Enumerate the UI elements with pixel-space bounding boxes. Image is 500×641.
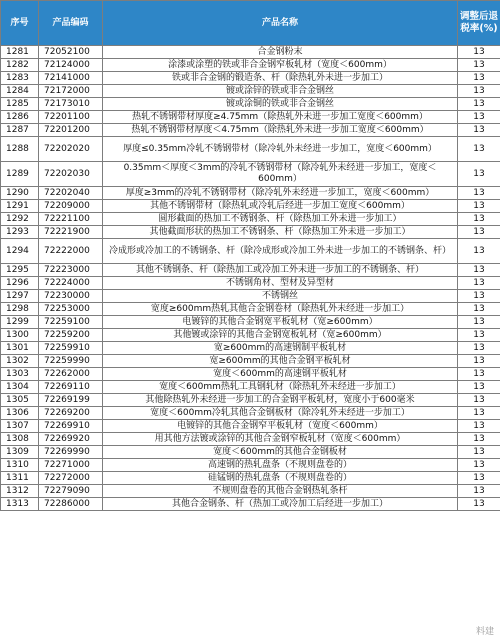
table-row xyxy=(1,459,500,472)
row-rebate-rate: 13 xyxy=(458,85,500,98)
header-name: 产品名称 xyxy=(103,1,458,46)
table-row xyxy=(1,407,500,420)
table-row xyxy=(1,226,500,239)
row-number: 1285 xyxy=(1,98,39,111)
row-number: 1298 xyxy=(1,303,39,316)
row-product-code: 72269990 xyxy=(39,446,103,459)
row-rebate-rate: 13 xyxy=(458,162,500,187)
row-product-name: 电镀锌的其他合金钢宽平板轧材（宽≥600mm） xyxy=(103,316,458,329)
row-product-name: 宽度＜600mm冷轧其他合金钢板材（除冷轧外未经进一步加工） xyxy=(103,407,458,420)
row-rebate-rate: 13 xyxy=(458,124,500,137)
table-row xyxy=(1,381,500,394)
row-number: 1294 xyxy=(1,239,39,264)
table-row xyxy=(1,368,500,381)
row-number: 1292 xyxy=(1,213,39,226)
row-number: 1304 xyxy=(1,381,39,394)
row-product-code: 72201100 xyxy=(39,111,103,124)
row-product-name: 圆形截面的热加工不锈钢条、杆（除热加工外未进一步加工） xyxy=(103,213,458,226)
row-product-name: 镀或涂铜的铁或非合金钢丝 xyxy=(103,98,458,111)
row-rebate-rate: 13 xyxy=(458,433,500,446)
row-product-name: 宽度＜600mm的其他合金钢板材 xyxy=(103,446,458,459)
table-row xyxy=(1,433,500,446)
row-product-name: 冷成形或冷加工的不锈钢条、杆（除冷成形或冷加工外未进一步加工的不锈钢条、杆） xyxy=(103,239,458,264)
row-rebate-rate: 13 xyxy=(458,264,500,277)
row-number: 1302 xyxy=(1,355,39,368)
row-product-name: 合金钢粉末 xyxy=(103,46,458,59)
row-rebate-rate: 13 xyxy=(458,226,500,239)
row-rebate-rate: 13 xyxy=(458,316,500,329)
row-product-name: 其他不锈钢条、杆（除热加工或冷加工外未进一步加工的不锈钢条、杆） xyxy=(103,264,458,277)
table-row xyxy=(1,200,500,213)
row-product-code: 72052100 xyxy=(39,46,103,59)
row-rebate-rate: 13 xyxy=(458,46,500,59)
row-product-code: 72223000 xyxy=(39,264,103,277)
table-row xyxy=(1,498,500,511)
row-rebate-rate: 13 xyxy=(458,213,500,226)
row-number: 1310 xyxy=(1,459,39,472)
row-rebate-rate: 13 xyxy=(458,381,500,394)
row-product-name: 宽≥600mm的其他合金钢平板轧材 xyxy=(103,355,458,368)
row-product-code: 72271000 xyxy=(39,459,103,472)
row-product-code: 72224000 xyxy=(39,277,103,290)
row-number: 1287 xyxy=(1,124,39,137)
row-product-name: 其他不锈钢带材（除热轧或冷轧后经进一步加工宽度＜600mm） xyxy=(103,200,458,213)
table-row xyxy=(1,264,500,277)
row-rebate-rate: 13 xyxy=(458,277,500,290)
row-number: 1288 xyxy=(1,137,39,162)
row-product-code: 72269200 xyxy=(39,407,103,420)
table-row xyxy=(1,98,500,111)
table-row xyxy=(1,420,500,433)
row-rebate-rate: 13 xyxy=(458,290,500,303)
row-product-name: 0.35mm＜厚度＜3mm的冷轧不锈钢带材（除冷轧外未经进一步加工，宽度＜600mm） xyxy=(103,162,458,187)
table-row xyxy=(1,342,500,355)
row-number: 1282 xyxy=(1,59,39,72)
row-product-code: 72221900 xyxy=(39,226,103,239)
row-number: 1290 xyxy=(1,187,39,200)
row-number: 1284 xyxy=(1,85,39,98)
row-rebate-rate: 13 xyxy=(458,498,500,511)
row-product-code: 72172000 xyxy=(39,85,103,98)
row-product-name: 铁或非合金钢的锻造条、杆（除热轧外未进一步加工） xyxy=(103,72,458,85)
row-rebate-rate: 13 xyxy=(458,187,500,200)
row-product-name: 其他合金钢条、杆（热加工或冷加工后经进一步加工） xyxy=(103,498,458,511)
table-row xyxy=(1,394,500,407)
header-row xyxy=(1,1,500,46)
row-product-code: 72253000 xyxy=(39,303,103,316)
row-product-code: 72259200 xyxy=(39,329,103,342)
table-row xyxy=(1,303,500,316)
row-product-code: 72230000 xyxy=(39,290,103,303)
table-row xyxy=(1,187,500,200)
row-number: 1297 xyxy=(1,290,39,303)
table-row xyxy=(1,446,500,459)
row-product-code: 72269910 xyxy=(39,420,103,433)
row-number: 1286 xyxy=(1,111,39,124)
row-product-code: 72202020 xyxy=(39,137,103,162)
row-rebate-rate: 13 xyxy=(458,420,500,433)
table-row xyxy=(1,290,500,303)
row-number: 1296 xyxy=(1,277,39,290)
row-product-code: 72209000 xyxy=(39,200,103,213)
row-product-code: 72259100 xyxy=(39,316,103,329)
row-rebate-rate: 13 xyxy=(458,368,500,381)
row-number: 1281 xyxy=(1,46,39,59)
row-rebate-rate: 13 xyxy=(458,303,500,316)
row-product-name: 用其他方法镀或涂锌的其他合金钢窄板轧材（宽度＜600mm） xyxy=(103,433,458,446)
row-number: 1312 xyxy=(1,485,39,498)
row-product-code: 72201200 xyxy=(39,124,103,137)
row-number: 1305 xyxy=(1,394,39,407)
row-product-name: 宽度≥600mm热轧其他合金钢卷材（除热轧外未经进一步加工） xyxy=(103,303,458,316)
row-rebate-rate: 13 xyxy=(458,485,500,498)
row-product-name: 电镀锌的其他合金钢窄平板轧材（宽度＜600mm） xyxy=(103,420,458,433)
row-product-code: 72202030 xyxy=(39,162,103,187)
table-row xyxy=(1,239,500,264)
row-product-name: 其他除热轧外未经进一步加工的合金钢平板轧材，宽度小于600毫米 xyxy=(103,394,458,407)
row-rebate-rate: 13 xyxy=(458,472,500,485)
row-rebate-rate: 13 xyxy=(458,329,500,342)
watermark: 料建 xyxy=(475,627,494,637)
row-number: 1293 xyxy=(1,226,39,239)
row-product-code: 72286000 xyxy=(39,498,103,511)
table-row xyxy=(1,316,500,329)
row-product-name: 厚度≤0.35mm冷轧不锈钢带材（除冷轧外未经进一步加工，宽度＜600mm） xyxy=(103,137,458,162)
table-row xyxy=(1,124,500,137)
row-product-code: 72272000 xyxy=(39,472,103,485)
row-product-code: 72269110 xyxy=(39,381,103,394)
row-rebate-rate: 13 xyxy=(458,342,500,355)
row-product-name: 涂漆或涂塑的铁或非合金钢窄板轧材（宽度＜600mm） xyxy=(103,59,458,72)
row-product-name: 热轧不锈钢带材厚度＜4.75mm（除热轧外未进一步加工宽度＜600mm） xyxy=(103,124,458,137)
row-product-name: 不锈钢丝 xyxy=(103,290,458,303)
header-code: 产品编码 xyxy=(39,1,103,46)
row-number: 1306 xyxy=(1,407,39,420)
row-product-code: 72269920 xyxy=(39,433,103,446)
row-number: 1303 xyxy=(1,368,39,381)
table-row xyxy=(1,85,500,98)
table-row xyxy=(1,355,500,368)
row-product-code: 72262000 xyxy=(39,368,103,381)
row-number: 1313 xyxy=(1,498,39,511)
table-row xyxy=(1,137,500,162)
table-row xyxy=(1,329,500,342)
row-product-code: 72279090 xyxy=(39,485,103,498)
row-number: 1283 xyxy=(1,72,39,85)
table-row xyxy=(1,72,500,85)
table-row xyxy=(1,46,500,59)
row-rebate-rate: 13 xyxy=(458,355,500,368)
row-rebate-rate: 13 xyxy=(458,111,500,124)
table-row xyxy=(1,277,500,290)
table-row xyxy=(1,213,500,226)
row-product-code: 72141000 xyxy=(39,72,103,85)
table-body xyxy=(1,46,500,511)
row-number: 1289 xyxy=(1,162,39,187)
row-rebate-rate: 13 xyxy=(458,394,500,407)
row-product-code: 72259990 xyxy=(39,355,103,368)
row-product-name: 其他镀或涂锌的其他合金钢宽板轧材（宽≥600mm） xyxy=(103,329,458,342)
row-product-name: 厚度≥3mm的冷轧不锈钢带材（除冷轧外未经进一步加工，宽度＜600mm） xyxy=(103,187,458,200)
row-product-code: 72259910 xyxy=(39,342,103,355)
row-product-name: 宽≥600mm的高速钢制平板轧材 xyxy=(103,342,458,355)
row-product-name: 镀或涂锌的铁或非合金钢丝 xyxy=(103,85,458,98)
table-row xyxy=(1,472,500,485)
row-product-code: 72269199 xyxy=(39,394,103,407)
row-rebate-rate: 13 xyxy=(458,459,500,472)
row-number: 1311 xyxy=(1,472,39,485)
row-rebate-rate: 13 xyxy=(458,446,500,459)
row-number: 1291 xyxy=(1,200,39,213)
row-rebate-rate: 13 xyxy=(458,72,500,85)
row-number: 1308 xyxy=(1,433,39,446)
row-product-name: 硅锰钢的热轧盘条（不规则盘卷的） xyxy=(103,472,458,485)
row-product-name: 宽度＜600mm热轧工具钢轧材（除热轧外未经进一步加工） xyxy=(103,381,458,394)
row-product-code: 72124000 xyxy=(39,59,103,72)
table-row xyxy=(1,111,500,124)
row-number: 1309 xyxy=(1,446,39,459)
table-row xyxy=(1,59,500,72)
row-product-name: 其他截面形状的热加工不锈钢条、杆（除热加工外未进一步加工） xyxy=(103,226,458,239)
row-product-code: 72221100 xyxy=(39,213,103,226)
row-rebate-rate: 13 xyxy=(458,137,500,162)
row-product-code: 72222000 xyxy=(39,239,103,264)
row-product-code: 72202040 xyxy=(39,187,103,200)
row-product-name: 不锈钢角材、型材及异型材 xyxy=(103,277,458,290)
row-rebate-rate: 13 xyxy=(458,59,500,72)
header-no: 序号 xyxy=(1,1,39,46)
row-number: 1295 xyxy=(1,264,39,277)
row-product-name: 不规则盘卷的其他合金钢热轧条杆 xyxy=(103,485,458,498)
row-rebate-rate: 13 xyxy=(458,98,500,111)
row-number: 1301 xyxy=(1,342,39,355)
row-number: 1300 xyxy=(1,329,39,342)
header-rate: 调整后退税率(%) xyxy=(458,1,500,46)
table-row xyxy=(1,162,500,187)
row-number: 1307 xyxy=(1,420,39,433)
row-product-name: 热轧不锈钢带材厚度≥4.75mm（除热轧外未进一步加工宽度＜600mm） xyxy=(103,111,458,124)
row-rebate-rate: 13 xyxy=(458,200,500,213)
row-rebate-rate: 13 xyxy=(458,407,500,420)
table-row xyxy=(1,485,500,498)
row-product-name: 宽度＜600mm的高速钢平板轧材 xyxy=(103,368,458,381)
row-product-code: 72173010 xyxy=(39,98,103,111)
row-number: 1299 xyxy=(1,316,39,329)
row-rebate-rate: 13 xyxy=(458,239,500,264)
row-product-name: 高速钢的热轧盘条（不规则盘卷的） xyxy=(103,459,458,472)
